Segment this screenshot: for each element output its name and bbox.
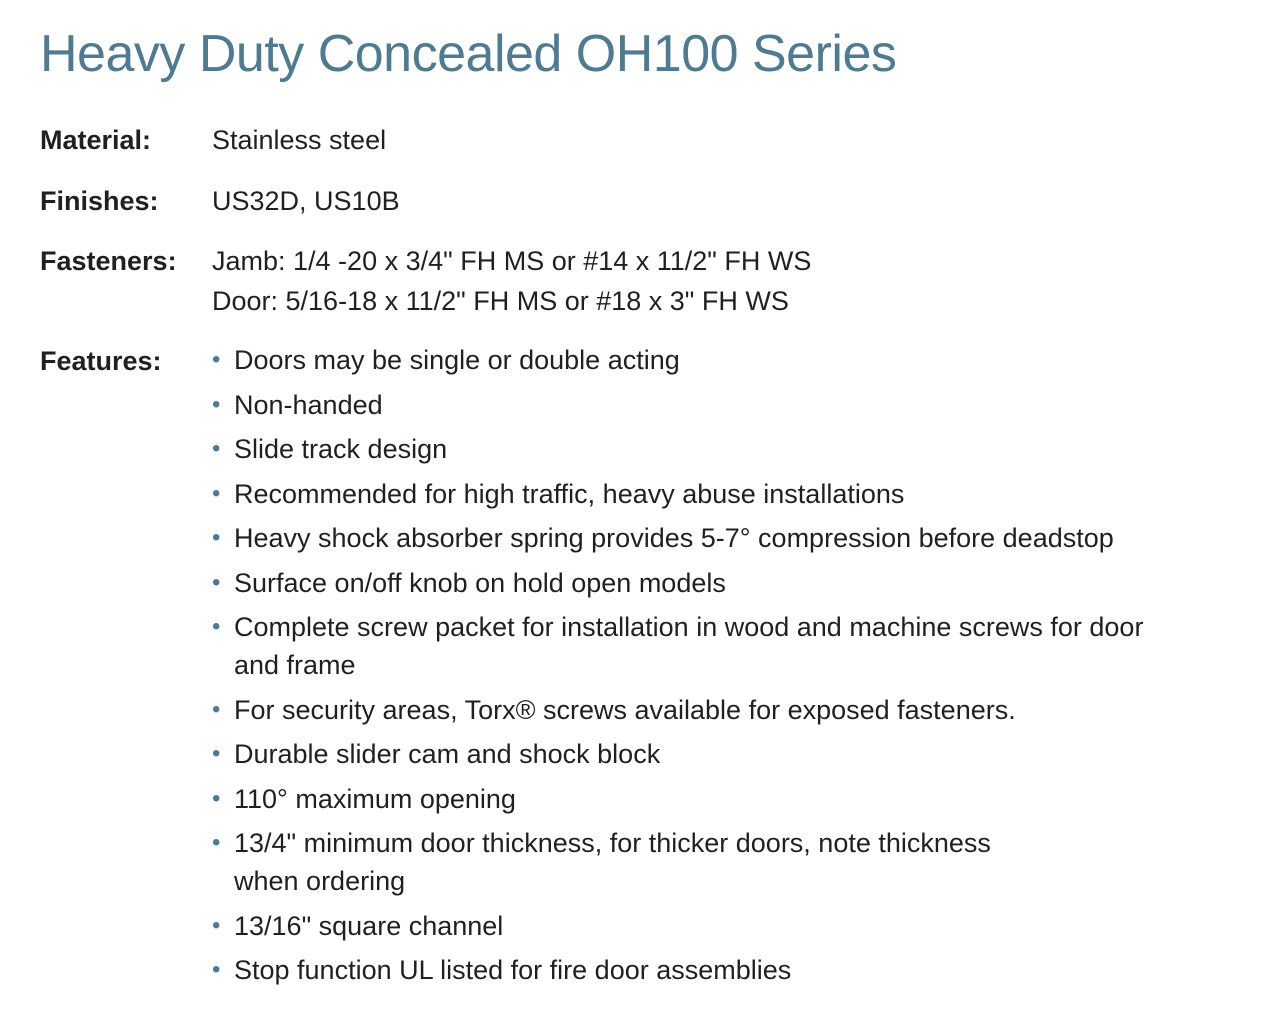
feature-text: 110° maximum opening [234, 783, 516, 814]
bullet-icon: • [212, 568, 221, 596]
feature-text: For security areas, Torx® screws available for exposed fasteners. [234, 694, 1016, 725]
page-title: Heavy Duty Concealed OH100 Series [40, 25, 897, 83]
finishes-label: Finishes: [40, 186, 159, 216]
material-value: Stainless steel [212, 125, 387, 155]
feature-item [212, 341, 1262, 379]
fasteners-jamb: Jamb: 1/4 -20 x 3/4" FH MS or #14 x 11/2" FH WS [212, 246, 812, 276]
bullet-icon: • [212, 695, 221, 723]
feature-item [212, 951, 1262, 989]
feature-text: 13/16" square channel [234, 910, 504, 941]
feature-item [212, 564, 1262, 602]
bullet-icon: • [212, 435, 221, 462]
fasteners-label: Fasteners: [40, 246, 177, 276]
feature-text: Recommended for high traffic, heavy abuse installations [234, 478, 905, 509]
feature-item [212, 386, 1262, 424]
feature-item [212, 907, 1262, 945]
bullet-icon: • [212, 346, 221, 373]
fasteners-value [212, 241, 811, 321]
bullet-icon: • [212, 956, 221, 983]
feature-item [212, 475, 1262, 513]
feature-item [212, 430, 1262, 468]
features-list [212, 341, 1262, 996]
fasteners-door: Door: 5/16-18 x 11/2" FH MS or #18 x 3" FH WS [212, 286, 789, 316]
material-label: Material: [40, 125, 152, 155]
bullet-icon: • [212, 784, 221, 812]
bullet-icon: • [212, 829, 221, 856]
bullet-icon: • [212, 613, 221, 640]
bullet-icon: • [212, 479, 221, 507]
feature-item [212, 780, 1262, 818]
feature-item [212, 824, 1262, 900]
bullet-icon: • [212, 911, 221, 939]
finishes-value: US32D, US10B [212, 186, 400, 216]
feature-item [212, 735, 1262, 773]
feature-text: Surface on/off knob on hold open models [234, 567, 726, 598]
bullet-icon: • [212, 740, 221, 767]
feature-text: Complete screw packet for installation in wood and machine screws for door and frame [234, 612, 1144, 680]
bullet-icon: • [212, 390, 221, 418]
feature-text: 13/4" minimum door thickness, for thicker doors, note thickness when ordering [234, 828, 991, 896]
feature-item [212, 519, 1262, 557]
feature-item [212, 691, 1262, 729]
feature-text: Durable slider cam and shock block [234, 739, 661, 769]
feature-text: Non-handed [234, 389, 383, 420]
features-label: Features: [40, 346, 162, 376]
feature-text: Doors may be single or double acting [234, 345, 680, 375]
feature-text: Heavy shock absorber spring provides 5-7° compression before deadstop [234, 523, 1114, 553]
feature-text: Slide track design [234, 434, 448, 464]
feature-text: Stop function UL listed for fire door assemblies [234, 955, 792, 985]
bullet-icon: • [212, 524, 221, 551]
feature-item [212, 608, 1262, 684]
